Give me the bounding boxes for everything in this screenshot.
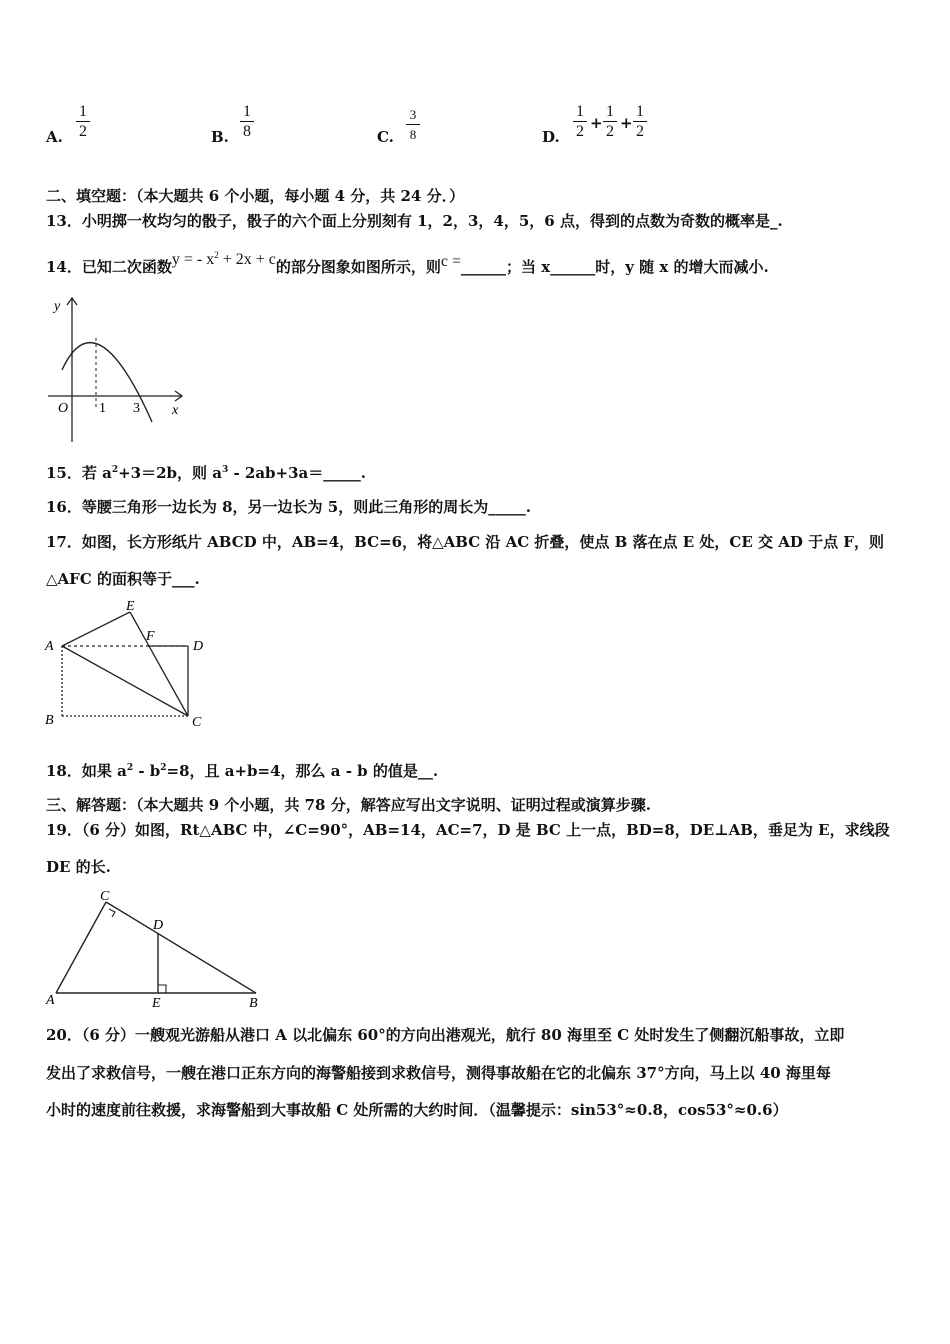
option-d-plus-2: + xyxy=(620,114,633,132)
fig19-label-c: C xyxy=(100,889,110,904)
section3-title: 三、解答题：（本大题共 9 个小题，共 78 分，解答应写出文字说明、证明过程或演算步骤. xyxy=(46,796,651,814)
question-19-line-2: DE 的长. xyxy=(46,858,111,876)
fig17-label-f: F xyxy=(146,629,155,644)
parabola-figure xyxy=(40,292,200,448)
fig19-label-a: A xyxy=(46,993,55,1008)
question-19-line-1: 19．（6 分）如图，Rt△ABC 中，∠C=90°，AB=14，AC=7，D 是 BC 上一点，BD=8，DE⊥AB，垂足为 E，求线段 xyxy=(46,821,890,839)
option-c-label: C. xyxy=(377,128,394,146)
fig19-label-b: B xyxy=(249,996,258,1011)
option-b-label: B. xyxy=(211,128,229,146)
option-a-fraction: 1 2 xyxy=(76,103,90,140)
question-20-line-3: 小时的速度前往救援，求海警船到大事故船 C 处所需的大约时间．（温馨提示：sin53°≈0.8，cos53°≈0.6） xyxy=(46,1101,788,1119)
fig14-x-label: x xyxy=(172,403,179,418)
fig14-tick-1: 1 xyxy=(99,401,106,416)
rectangle-fold-figure xyxy=(40,596,220,736)
fig19-label-e: E xyxy=(152,996,161,1011)
fig19-label-d: D xyxy=(153,918,164,933)
fig17-label-d: D xyxy=(193,639,204,654)
fig14-origin-label: O xyxy=(58,401,69,416)
question-15: 15．若 $a^2+3=2b$，则 $a^3$ - 2ab+3a＝_____. xyxy=(46,464,366,482)
question-17-line-2: △AFC 的面积等于___. xyxy=(46,570,200,588)
option-b xyxy=(211,128,229,146)
option-a xyxy=(46,128,63,146)
fig17-label-a: A xyxy=(45,639,54,654)
option-d-fraction-3: 1 2 xyxy=(633,103,647,140)
option-d xyxy=(542,128,560,146)
option-d-fraction-1: 1 2 xyxy=(573,103,587,140)
question-20-line-1: 20．（6 分）一艘观光游船从港口 A 以北偏东 60°的方向出港观光，航行 80 海里至 C 处时发生了侧翻沉船事故，立即 xyxy=(46,1026,845,1044)
fig17-label-e: E xyxy=(126,599,135,614)
option-a-label: A. xyxy=(46,128,63,146)
fig14-y-label: y xyxy=(54,299,61,314)
q14-formula: y = - $x^2 + 2x + c$ xyxy=(171,250,276,268)
question-13: 13．小明掷一枚均匀的骰子，骰子的六个面上分别刻有 1，2，3，4，5，6 点，得到的点数为奇数的概率是_. xyxy=(46,212,783,230)
option-c xyxy=(377,128,394,146)
right-triangle-figure xyxy=(40,886,280,1014)
fig14-tick-3: 3 xyxy=(133,401,140,416)
option-d-plus-1: + xyxy=(590,114,603,132)
fig17-label-b: B xyxy=(45,713,54,728)
question-14: 14．已知二次函数y = - $x^2 + 2x + c$的部分图象如图所示，则c =______；当 x______时，y 随 x 的增大而减小. xyxy=(46,250,769,276)
question-17-line-1: 17．如图，长方形纸片 ABCD 中，AB=4，BC=6，将△ABC 沿 AC 折叠，使点 B 落在点 E 处，CE 交 AD 于点 F，则 xyxy=(46,533,884,551)
question-20-line-2: 发出了求救信号，一艘在港口正东方向的海警船接到求救信号，测得事故船在它的北偏东 37°方向，马上以 40 海里每 xyxy=(46,1064,831,1082)
question-18: 18．如果 $a^2 - b^2=8$，且 a+b=4，那么 a - b 的值是__. xyxy=(46,762,439,780)
option-d-label: D. xyxy=(542,128,560,146)
option-b-fraction: 1 8 xyxy=(240,103,254,140)
fig17-label-c: C xyxy=(192,715,202,730)
section2-title: 二、填空题：（本大题共 6 个小题，每小题 4 分，共 24 分．） xyxy=(46,187,465,205)
option-d-fraction-2: 1 2 xyxy=(603,103,617,140)
question-16: 16．等腰三角形一边长为 8，另一边长为 5，则此三角形的周长为_____. xyxy=(46,498,531,516)
option-c-fraction: 3 8 xyxy=(406,106,420,143)
